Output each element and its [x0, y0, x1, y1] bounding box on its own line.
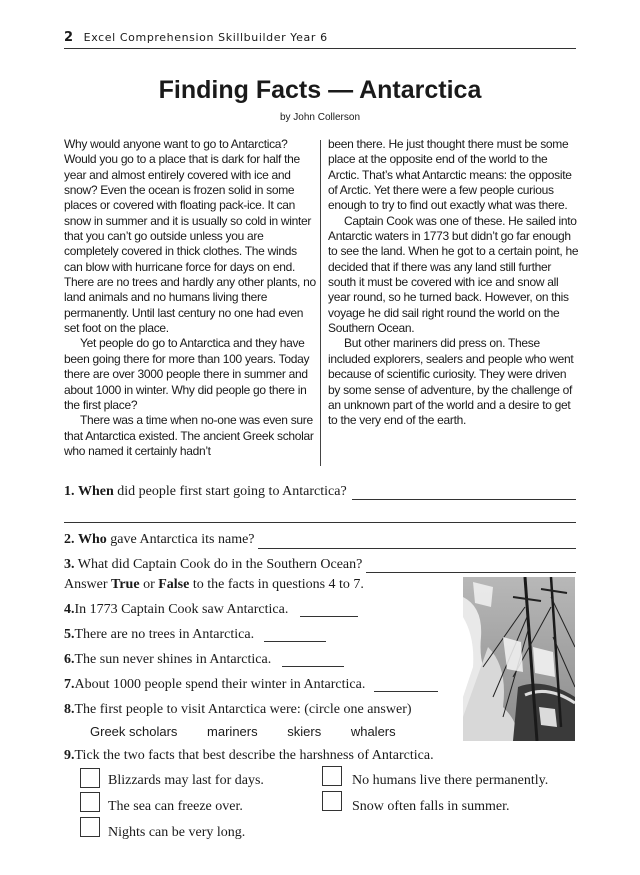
question-number: 7.	[64, 677, 75, 692]
passage-paragraph: been there. He just thought there must be some place at the opposite end of the world to the Arctic. That’s what Antarctic means: the opposite of Arctic. Yet there were a few people curious enough to try to find out exactly what was there.	[328, 137, 572, 213]
question-7	[64, 677, 365, 693]
question-number: 6.	[64, 652, 75, 667]
passage-left-column	[64, 137, 316, 459]
byline: by John Collerson	[279, 112, 361, 123]
fact-label: Blizzards may last for days.	[108, 773, 264, 788]
option-greek-scholars[interactable]: Greek scholars	[90, 724, 178, 739]
question-number: 4.	[64, 602, 75, 617]
question-4	[64, 602, 288, 618]
question-keyword: When	[78, 484, 114, 499]
question-number: 9.	[64, 748, 75, 763]
question-8	[64, 702, 412, 718]
question-text: The first people to visit Antarctica were: (circle one answer)	[74, 702, 412, 717]
book-title: Excel Comprehension Skillbuilder Year 6	[83, 31, 328, 44]
fact-label: No humans live there permanently.	[352, 773, 549, 788]
question-number: 1.	[64, 484, 75, 499]
option-mariners[interactable]: mariners	[207, 724, 258, 739]
column-divider	[320, 140, 321, 466]
fact-label: Snow often falls in summer.	[352, 799, 510, 814]
true-false-instruction	[64, 577, 364, 593]
answer-line-q3[interactable]	[366, 572, 576, 573]
passage-paragraph: Captain Cook was one of these. He sailed into Antarctic waters in 1773 but didn’t go far enough to see the land. When he got to a certain point, he decided that if there was any land still further south it must be covered with ice and snow all year round, so he turned back. However, on this voyage he did sail right round the world on the Southern Ocean.	[328, 213, 579, 336]
question-text: What did Captain Cook do in the Southern Ocean?	[77, 557, 363, 572]
true-keyword: True	[111, 577, 140, 592]
page-number: 2	[64, 30, 74, 45]
passage-right-column	[328, 137, 580, 429]
antarctic-ship-photo	[463, 577, 575, 741]
answer-line-q1[interactable]	[352, 499, 576, 500]
passage-paragraph: There was a time when no-one was even sure that Antarctica existed. The ancient Greek scholar who named it certainly hadn’t	[64, 413, 314, 458]
question-text: About 1000 people spend their winter in Antarctica.	[74, 677, 366, 692]
instruction-text: Answer	[64, 577, 112, 592]
passage-paragraph: Why would anyone want to go to Antarctica? Would you go to a place that is dark for half the year and almost entirely covered with ice and snow? Even the ocean is frozen solid in some places or covered with floating pack-ice. It can snow in summer and it is usually so cold in winter that you can’t go outside unless you are completely covered in thick clothes. The winds can blow with hurricane force for days on end. There are no trees and hardly any other plants, no land animals and no humans living there permanently. Until last century no one had even set foot on the place.	[64, 137, 316, 336]
question-number: 3.	[64, 557, 75, 572]
instruction-text: or	[139, 577, 159, 592]
fact-label: Nights can be very long.	[108, 825, 246, 840]
question-number: 2.	[64, 532, 75, 547]
answer-line-q1-extra[interactable]	[64, 522, 576, 523]
question-text: The sun never shines in Antarctica.	[74, 652, 272, 667]
question-text: In 1773 Captain Cook saw Antarctica.	[74, 602, 289, 617]
option-skiers[interactable]: skiers	[287, 724, 322, 739]
answer-line-q6[interactable]	[282, 666, 344, 667]
question-text: There are no trees in Antarctica.	[74, 627, 255, 642]
false-keyword: False	[158, 577, 190, 592]
page-title: Finding Facts — Antarctica	[158, 76, 482, 104]
question-2	[64, 532, 255, 548]
tick-box-long-nights[interactable]	[80, 817, 100, 837]
question-text: gave Antarctica its name?	[106, 532, 255, 547]
answer-line-q7[interactable]	[374, 691, 438, 692]
instruction-text: to the facts in questions 4 to 7.	[189, 577, 364, 592]
question-text: did people first start going to Antarctica?	[113, 484, 347, 499]
question-3	[64, 557, 362, 573]
tick-box-blizzards[interactable]	[80, 768, 100, 788]
fact-label: The sea can freeze over.	[108, 799, 243, 814]
passage-paragraph: But other mariners did press on. These included explorers, sealers and people who went because of scientific curiosity. They were driven by some sense of adventure, by the challenge of an unknown part of the world and a desire to get to the very end of the earth.	[328, 336, 574, 428]
passage-paragraph: Yet people do go to Antarctica and they have been going there for more than 100 years. Today there are over 3000 people there in summer and about 1000 in winter. Why did people go there in the first place?	[64, 336, 310, 412]
answer-line-q5[interactable]	[264, 641, 326, 642]
tick-box-snow-summer[interactable]	[322, 791, 342, 811]
page-header	[64, 30, 576, 49]
answer-line-q4[interactable]	[300, 616, 358, 617]
question-9	[64, 748, 434, 764]
question-number: 8.	[64, 702, 75, 717]
question-1	[64, 484, 347, 500]
question-6	[64, 652, 271, 668]
tick-box-no-humans[interactable]	[322, 766, 342, 786]
answer-line-q2[interactable]	[258, 548, 576, 549]
question-text: Tick the two facts that best describe the harshness of Antarctica.	[74, 748, 434, 763]
question-number: 5.	[64, 627, 75, 642]
circle-options	[90, 724, 422, 739]
question-5	[64, 627, 254, 643]
option-whalers[interactable]: whalers	[350, 724, 396, 739]
question-keyword: Who	[78, 532, 107, 547]
tick-box-sea-freeze[interactable]	[80, 792, 100, 812]
